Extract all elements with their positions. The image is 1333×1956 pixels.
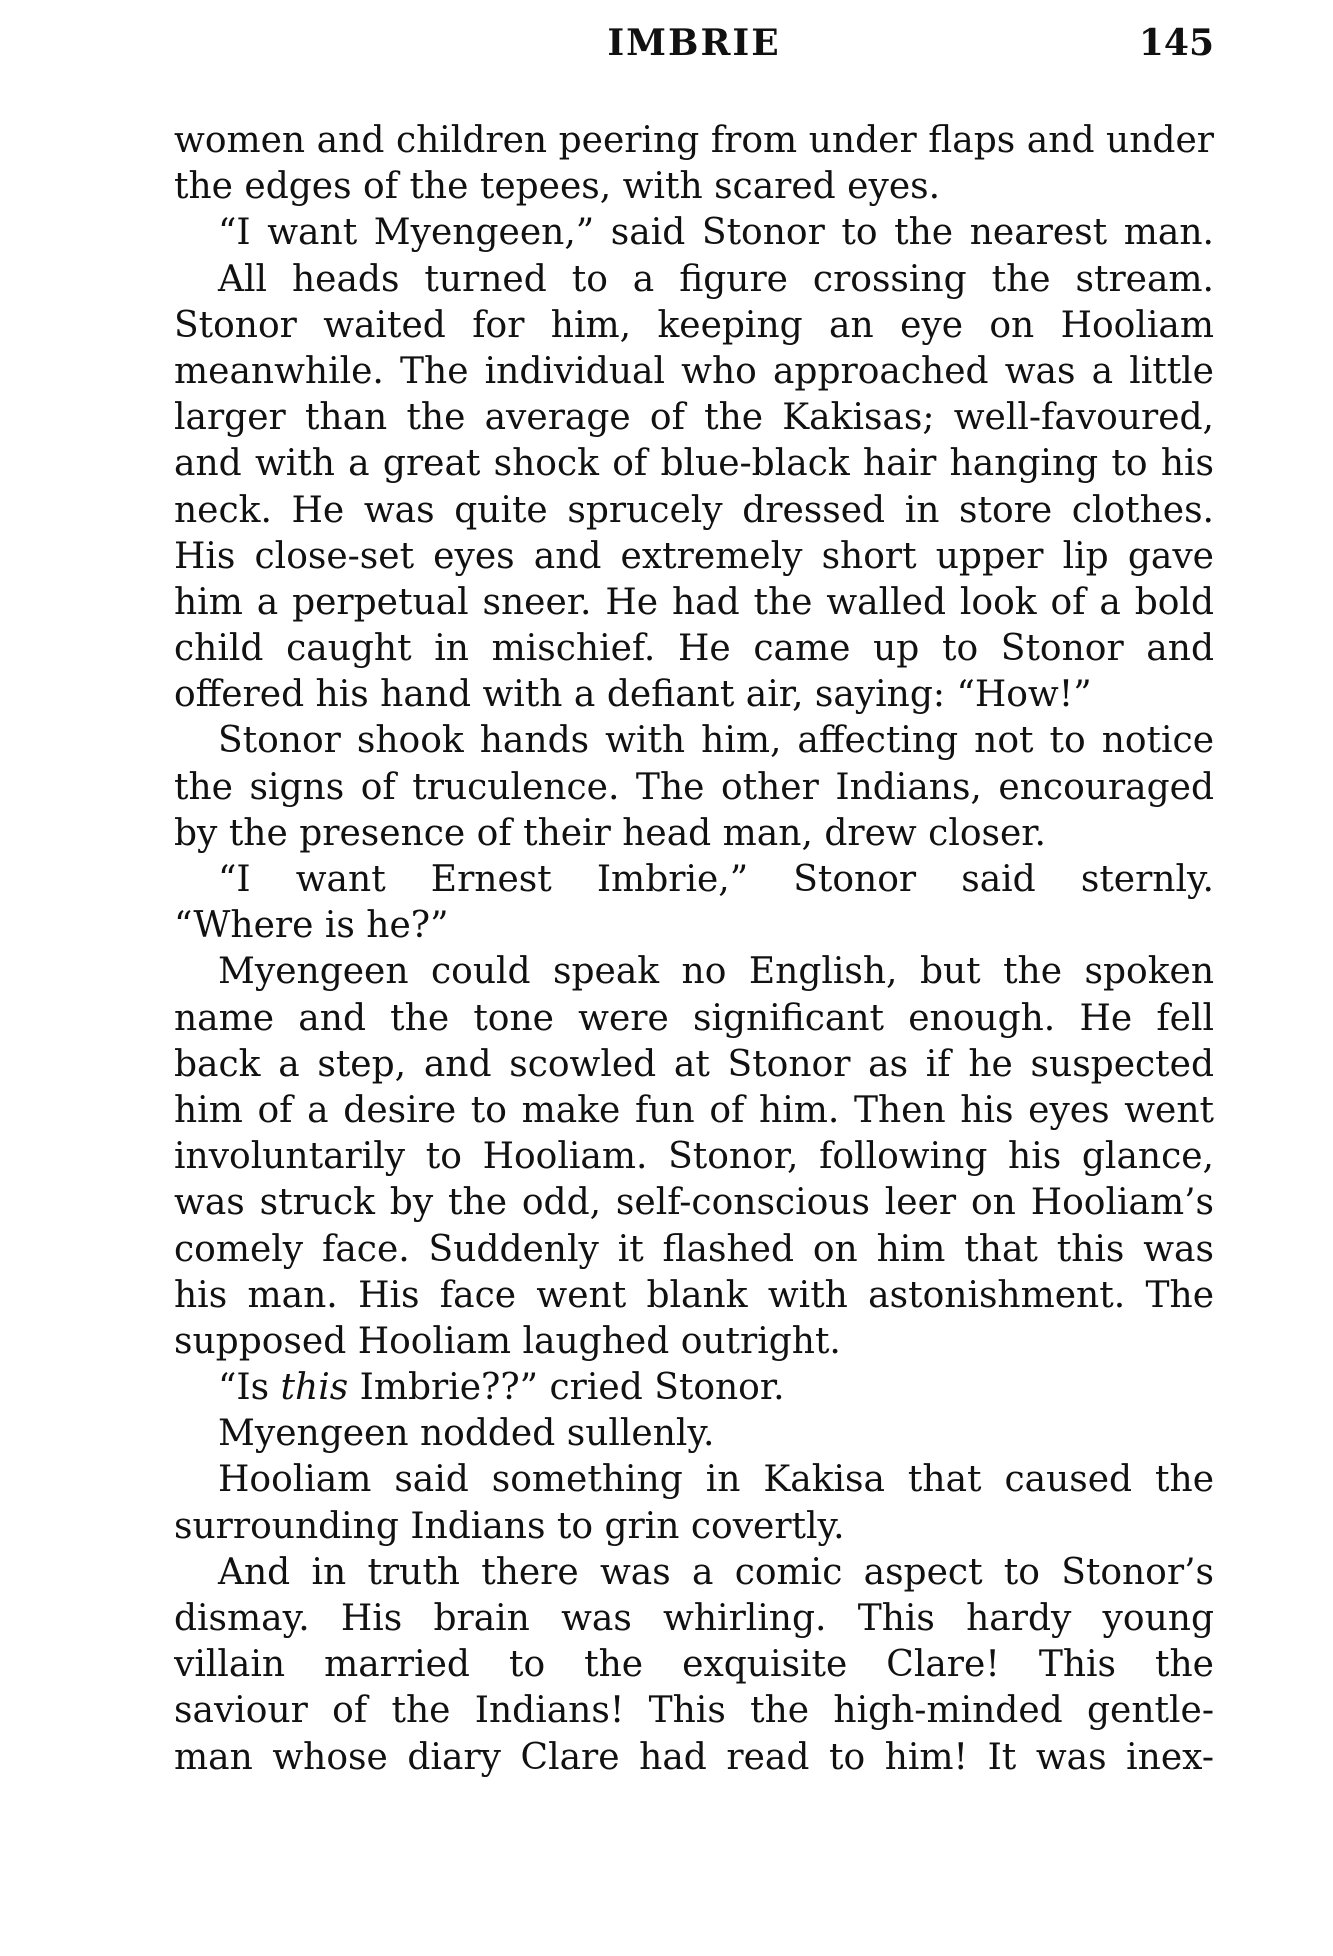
running-title: IMBRIE xyxy=(607,22,781,64)
running-head xyxy=(174,22,1214,72)
text-line: involuntarily to Hooliam. Stonor, following his glance, xyxy=(174,1136,1214,1178)
text-line: supposed Hooliam laughed outright. xyxy=(174,1320,841,1362)
text-line: the signs of truculence. The other Indians, encouraged xyxy=(174,766,1214,808)
text-line: man whose diary Clare had read to him! It was inex- xyxy=(174,1736,1214,1778)
text-line: him of a desire to make fun of him. Then his eyes went xyxy=(174,1089,1214,1131)
page-number: 145 xyxy=(1138,22,1214,64)
text-line: “Where is he?” xyxy=(174,905,449,947)
text-line: his man. His face went blank with astonishment. The xyxy=(174,1274,1214,1316)
text-line: by the presence of their head man, drew closer. xyxy=(174,812,1046,854)
text-line: villain married to the exquisite Clare! This the xyxy=(174,1644,1214,1686)
text-line: Stonor waited for him, keeping an eye on Hooliam xyxy=(174,304,1214,346)
body-text xyxy=(174,118,1214,1781)
text-line: saviour of the Indians! This the high-minded gentle- xyxy=(174,1690,1214,1732)
text-line: “I want Myengeen,” said Stonor to the nearest man. xyxy=(218,212,1214,254)
text-line: neck. He was quite sprucely dressed in store clothes. xyxy=(174,489,1214,531)
text-line: back a step, and scowled at Stonor as if he suspected xyxy=(174,1043,1214,1085)
text-line: him a perpetual sneer. He had the walled look of a bold xyxy=(174,581,1214,623)
text-line: child caught in mischief. He came up to Stonor and xyxy=(174,628,1214,670)
text-line: name and the tone were significant enough. He fell xyxy=(174,997,1214,1039)
emphasis: this xyxy=(280,1367,349,1409)
text-line: meanwhile. The individual who approached was a little xyxy=(174,350,1214,392)
text-line: dismay. His brain was whirling. This hardy young xyxy=(174,1598,1214,1639)
text-line: “I want Ernest Imbrie,” Stonor said sternly. xyxy=(218,859,1214,900)
text-line: Hooliam said something in Kakisa that caused the xyxy=(218,1459,1214,1501)
text-line: larger than the average of the Kakisas; well-favoured, xyxy=(174,397,1214,439)
text-line: Myengeen could speak no English, but the spoken xyxy=(218,951,1214,993)
text-line: Myengeen nodded sullenly. xyxy=(218,1413,715,1455)
text-line: women and children peering from under flaps and under xyxy=(174,120,1214,161)
text-line: was struck by the odd, self-conscious leer on Hooliam’s xyxy=(174,1182,1214,1224)
text-line: the edges of the tepees, with scared eyes. xyxy=(174,166,941,208)
text-line: And in truth there was a comic aspect to Stonor’s xyxy=(218,1551,1214,1593)
text-line: “Is this Imbrie??” cried Stonor. xyxy=(218,1367,785,1409)
text-line: Stonor shook hands with him, affecting not to notice xyxy=(218,720,1214,762)
text-line: comely face. Suddenly it flashed on him that this was xyxy=(174,1228,1214,1270)
text-line: and with a great shock of blue-black hair hanging to his xyxy=(174,443,1214,485)
text-line: surrounding Indians to grin covertly. xyxy=(174,1505,845,1547)
text-line: offered his hand with a defiant air, saying: “How!” xyxy=(174,674,1092,716)
text-line: His close-set eyes and extremely short upper lip gave xyxy=(174,535,1214,577)
text-line: All heads turned to a figure crossing the stream. xyxy=(218,258,1214,300)
